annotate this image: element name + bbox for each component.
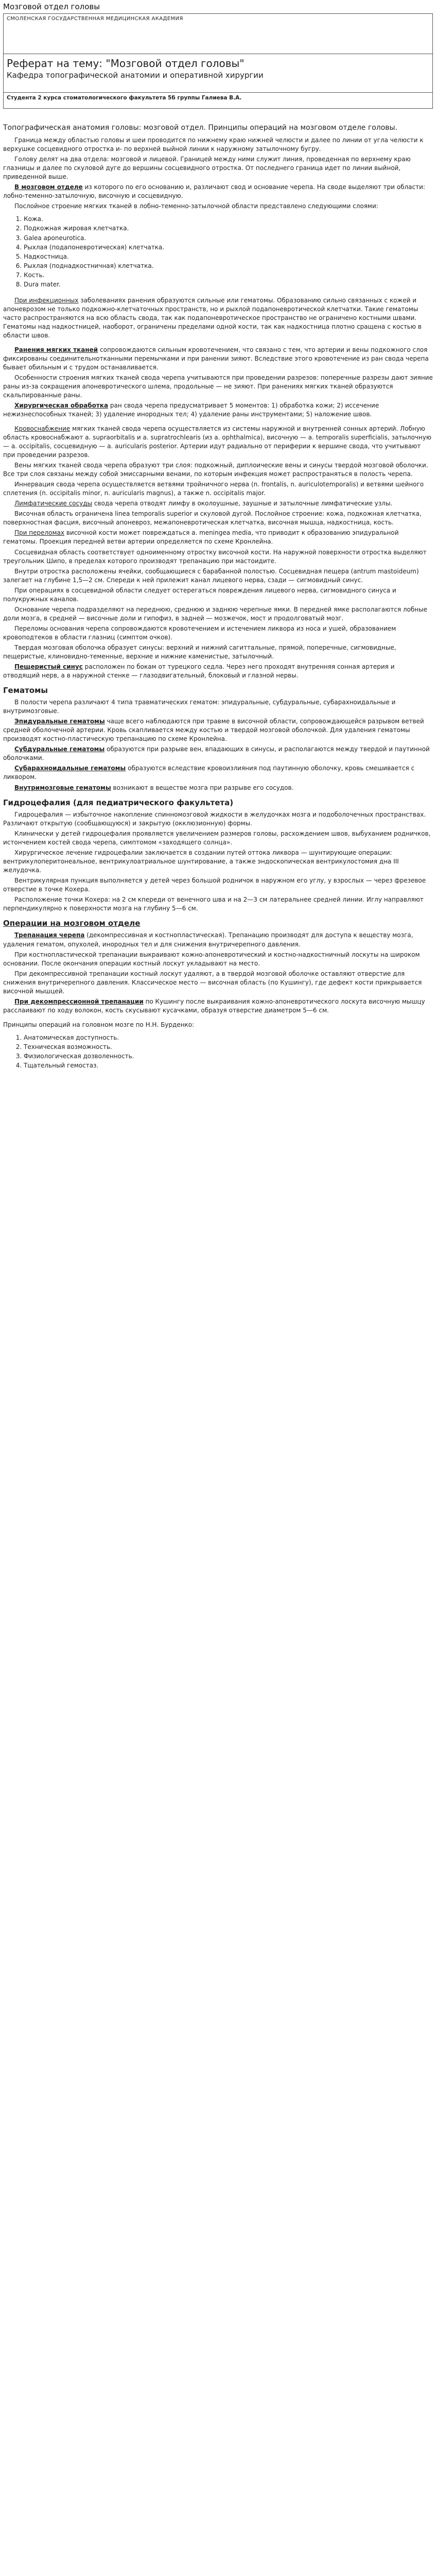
list-item: 4. Рыхлая (подапоневротическая) клетчатка. xyxy=(24,243,433,252)
term: Внутримозговые гематомы xyxy=(14,784,111,791)
paragraph xyxy=(3,663,433,680)
list-item: 6. Рыхлая (поднадкостничная) клетчатка. xyxy=(24,262,433,270)
paragraph: Принципы операций на головном мозге по Н.Н. Бурденко: xyxy=(3,1021,195,1028)
paragraph xyxy=(3,745,433,762)
paragraph xyxy=(3,425,433,460)
section-heading-hematomas: Гематомы xyxy=(3,685,48,695)
list-item: 1. Анатомическая доступность. xyxy=(24,1033,433,1042)
paragraph: Вентрикулярная пункция выполняется у детей через большой родничок в наружном его углу, у взрослых — через фрезевое отверстие в точке Кохера. xyxy=(3,877,426,893)
paragraph-text: образуются при разрыве вен, впадающих в синусы, и располагаются между твердой и паутинной оболочками. xyxy=(3,745,430,762)
list-item: 8. Dura mater. xyxy=(24,280,433,289)
paragraph: При декомпрессивной трепанации костный лоскут удаляют, а в твердой мозговой оболочке оставляют отверстие для снижения внутричерепного давления. Классическое место — височная область (по Кушингу), где дефект кости прикрывается височной мышцей. xyxy=(3,970,422,995)
paragraph xyxy=(3,499,433,508)
student-info: Студента 2 курса стоматологического факультета 5б группы Галиева В.А. xyxy=(7,95,242,101)
paragraph-text: сопровождаются сильным кровотечением, что связано с тем, что артерии и вены подкожного слоя фиксированы соединительнотканными перемычками и при ранении зияют. Вследствие этого кровотечение из ран свода черепа бывает обильным и с трудом останавливается. xyxy=(3,346,429,371)
term: В мозговом отделе xyxy=(14,183,83,191)
paragraph-text: ран свода черепа предусматривает 5 моментов: 1) обработка кожи; 2) иссечение нежизнеспособных тканей; 3) удаление инородных тел; 4) удаление раны инструментами; 5) наложение швов. xyxy=(3,402,379,418)
term: Хирургическая обработка xyxy=(14,402,109,410)
term: Пещеристый синус xyxy=(14,663,83,670)
paragraph: Гидроцефалия — избыточное накопление спинномозговой жидкости в желудочках мозга и подоболочечных пространствах. Различают открытую (сообщающуюся) и закрытую (окклюзионную) формы. xyxy=(3,810,426,827)
principles-list xyxy=(3,1033,433,1070)
department-name: Кафедра топографической анатомии и оперативной хирургии xyxy=(4,70,432,93)
list-item: 7. Кость. xyxy=(24,271,433,280)
paragraph: Хирургическое лечение гидроцефалии заключается в создании путей оттока ликвора — шунтирующие операции: вентрикулоперитонеальное, вентрикулоатриальное шунтирование, а также эндоскопическая вентрикулостомия дна III желудочка. xyxy=(3,849,399,874)
paragraph: Граница между областью головы и шеи проводится по нижнему краю нижней челюсти и далее по линии от угла челюсти к верхушке сосцевидного отростка и- по верхней выйной линии к наружному затылочному бугру. xyxy=(3,137,424,153)
paragraph: Особенности строения мягких тканей свода черепа учитываются при проведении разрезов: поперечные разрезы дают зияние раны из-за сокращения апоневротического шлема, продольные — не зияют. При ранениях мягких тканей образуются скальпированные раны. xyxy=(3,374,433,399)
paragraph: Сосцевидная область соответствует одноименному отростку височной кости. На наружной поверхности отростка выделяют треугольник Шипо, в пределах которого производят трепанацию при мастоидите. xyxy=(3,548,427,565)
paragraph: При операциях в сосцевидной области следует остерегаться повреждения лицевого нерва, сигмовидного синуса и полукружных каналов. xyxy=(3,586,396,603)
term: При декомпрессионной трепанации xyxy=(14,997,144,1005)
paragraph: Расположение точки Кохера: на 2 см кпереди от венечного шва и на 2—3 см латеральнее средней линии. Иглу направляют перпендикулярно к поверхности мозга на глубину 5—6 см. xyxy=(3,896,424,912)
section-heading-operations: Операции на мозговом отделе xyxy=(3,919,141,928)
paragraph xyxy=(3,764,433,782)
section-heading-hydrocephalus: Гидроцефалия (для педиатрического факультета) xyxy=(3,798,234,807)
paragraph: Иннервация свода черепа осуществляется ветвями тройничного нерва (n. frontalis, n. auriculotemporalis) и ветвями шейного сплетения (n. occipitalis minor, n. auricularis magnus), а также n. occipitalis major. xyxy=(3,481,424,497)
list-item: 5. Надкостница. xyxy=(24,252,433,261)
paragraph-text: расположен по бокам от турецкого седла. Через него проходят внутренняя сонная артерия и отводящий нерв, а в наружной стенке — глазодвигательный, блоковый и глазной нервы. xyxy=(3,663,395,679)
paragraph-text: из которого по его основанию и, различают свод и основание черепа. На своде выделяют три области: лобно-теменно-затылочную, височную и сосцевидную. xyxy=(3,183,425,200)
paragraph-text: височной кости может повреждаться a. meningea media, что приводит к образованию эпидуральной гематомы. Проекция передней ветви артерии определяется по схеме Кронлейна. xyxy=(3,529,399,546)
paragraph-text: мягких тканей свода черепа осуществляется из системы наружной и внутренней сонных артерий. Лобную область кровоснабжают a. supraorbitalis и a. supratrochlearis (из a. ophthalmica), височную — a. temporalis superficialis, затылочную — a. occipitalis, сосцевидную — a. auricularis posterior. Артерии идут радиально от периферии к вершине свода, что учитывают при проведении разрезов. xyxy=(3,425,431,459)
page-title: Мозговой отдел головы xyxy=(3,2,100,11)
term: Эпидуральные гематомы xyxy=(14,718,105,725)
paragraph-text: образуются вследствие кровоизлияния под паутинную оболочку, кровь смешивается с ликвором. xyxy=(3,765,415,781)
paragraph: В полости черепа различают 4 типа травматических гематом: эпидуральные, субдуральные, субарахноидальные и внутримозговые. xyxy=(3,699,396,715)
layers-list xyxy=(3,215,433,289)
paragraph: Голову делят на два отдела: мозговой и лицевой. Границей между ними служит линия, проведенная по верхнему краю глазницы и далее по скуловой дуге до вершины сосцевидного отростка. От последнего граница идет по линии выйной, приведенной выше. xyxy=(3,156,411,181)
paragraph xyxy=(3,717,433,743)
paragraph-text: свода черепа отводят лимфу в околоушные, заушные и затылочные лимфатические узлы. xyxy=(92,500,393,507)
term: Субарахноидальные гематомы xyxy=(14,765,126,772)
title-block xyxy=(3,13,433,109)
term: При переломах xyxy=(14,529,65,537)
paragraph xyxy=(3,296,433,340)
list-item: 1. Кожа. xyxy=(24,215,433,224)
document-body xyxy=(0,109,436,1070)
paragraph xyxy=(3,997,433,1015)
term: Лимфатические сосуды xyxy=(14,500,93,507)
paragraph: Клинически у детей гидроцефалия проявляется увеличением размеров головы, расхождением швов, выбуханием родничков, истончением костей свода черепа, симптомом «заходящего солнца». xyxy=(3,829,431,846)
paragraph: При костнопластической трепанации выкраивают кожно-апоневротический и костно-надкостничный лоскуты на широком основании. После окончания операции костный лоскут укладывают на место. xyxy=(3,951,420,967)
paragraph-text: чаще всего наблюдаются при травме в височной области, сопровождающейся разрывом ветвей средней оболочечной артерии. Кровь скапливается между костью и твердой мозговой оболочкой. Для удаления гематомы производят костно-пластическую трепанацию по схеме Кронлейна. xyxy=(3,718,424,743)
paragraph xyxy=(3,931,433,948)
paragraph-text: по Кушингу после выкраивания кожно-апоневротического лоскута височную мышцу расслаивают по ходу волокон, кость скусывают кусачками, образуя отверстие диаметром 5—6 см. xyxy=(3,997,425,1014)
paragraph: Височная область ограничена linea temporalis superior и скуловой дугой. Послойное строение: кожа, подкожная клетчатка, поверхностная фасция, височный апоневроз, межапоневротическая клетчатка, височная мышца, надкостница, кость. xyxy=(3,510,422,527)
list-item: 3. Физиологическая дозволенность. xyxy=(24,1052,433,1061)
list-item: 2. Техническая возможность. xyxy=(24,1043,433,1052)
paragraph xyxy=(3,784,433,792)
paragraph-text: заболеваниях ранения образуются сильные или гематомы. Образованию сильно связанных с кожей и апоневрозом не только подкожно-клетчаточных пространств, но и рыхлой подапоневротической клетчатки. Такие гематомы часто распространяются на всю область свода, так как подапоневротическое пространство не ограничено костными швами. Гематомы над надкостницей, наоборот, ограничены пределами одной кости, так как надкостница плотно сращена с костью в области швов. xyxy=(3,296,422,339)
paragraph xyxy=(3,401,433,419)
paragraph: Внутри отростка расположены ячейки, сообщающиеся с барабанной полостью. Сосцевидная пещера (antrum mastoideum) залегает на глубине 1,5—2 см. Спереди к ней прилежит канал лицевого нерва, сзади — сигмовидный синус. xyxy=(3,567,419,584)
term: Ранения мягких тканей xyxy=(14,346,98,353)
term: При инфекционных xyxy=(14,296,79,304)
term: Трепанация черепа xyxy=(14,931,85,939)
paragraph xyxy=(3,183,433,200)
section-heading-topography: Топографическая анатомия головы: мозговой отдел. Принципы операций на мозговом отделе головы. xyxy=(3,124,398,132)
paragraph: Основание черепа подразделяют на переднюю, среднюю и заднюю черепные ямки. В передней ямке располагаются лобные доли мозга, в средней — височные доли и гипофиз, в задней — мозжечок, мост и продолговатый мозг. xyxy=(3,605,427,622)
list-item: 3. Galea aponeurotica. xyxy=(24,234,433,243)
list-item: 4. Тщательный гемостаз. xyxy=(24,1061,433,1070)
essay-title: Реферат на тему: "Мозговой отдел головы" xyxy=(7,57,245,70)
paragraph: Твердая мозговая оболочка образует синусы: верхний и нижний сагиттальные, прямой, поперечные, сигмовидные, пещеристые, клиновидно-теменные, верхние и нижние каменистые, затылочный. xyxy=(3,643,396,660)
paragraph-text: возникают в веществе мозга при разрыве его сосудов. xyxy=(111,784,294,791)
term: Кровоснабжение xyxy=(14,425,71,433)
term: Субдуральные гематомы xyxy=(14,745,105,753)
paragraph xyxy=(3,346,433,372)
paragraph-text: (декомпрессивная и костнопластическая). Трепанацию производят для доступа к веществу мозга, удаления гематом, опухолей, инородных тел и для снижения внутричерепного давления. xyxy=(3,931,413,948)
paragraph: Послойное строение мягких тканей в лобно-теменно-затылочной области представлено следующими слоями: xyxy=(14,202,378,210)
paragraph xyxy=(3,529,433,546)
paragraph: Переломы основания черепа сопровождаются кровотечением и истечением ликвора из носа и ушей, образованием кровоподтеков в области глазниц (симптом очков). xyxy=(3,624,396,641)
academy-name: СМОЛЕНСКАЯ ГОСУДАРСТВЕННАЯ МЕДИЦИНСКАЯ АКАДЕМИЯ xyxy=(4,14,432,54)
list-item: 2. Подкожная жировая клетчатка. xyxy=(24,224,433,233)
paragraph: Вены мягких тканей свода черепа образуют три слоя: подкожный, диплоические вены и синусы твердой мозговой оболочки. Все три слоя связаны между собой эмиссарными венами, по которым инфекция может распространяться в полость черепа. xyxy=(3,462,428,478)
